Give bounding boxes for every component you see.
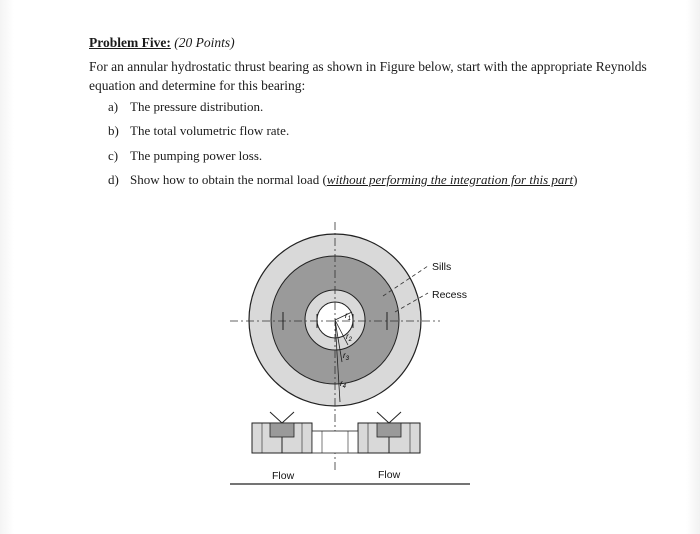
list-item-text: The pressure distribution.: [130, 99, 264, 114]
label-r1: $r_1$: [345, 311, 352, 322]
label-flow-left: Flow: [272, 470, 295, 482]
list-item-label: d): [108, 172, 119, 187]
label-flow-right: Flow: [378, 469, 401, 481]
section-right: [358, 412, 420, 453]
list-item-note: without performing the integration for this part: [326, 172, 574, 187]
label-r3: $r_3$: [343, 351, 350, 362]
list-item-text: The pumping power loss.: [130, 148, 263, 163]
list-item-label: a): [108, 99, 119, 114]
list-item-text: Show how to obtain the normal load (: [130, 172, 327, 187]
list-item-close: ): [573, 172, 578, 187]
problem-title: Problem Five:: [89, 35, 171, 50]
section-center: [312, 431, 358, 453]
label-r2: $r_2$: [346, 332, 353, 343]
list-item-text: The total volumetric flow rate.: [130, 123, 290, 138]
list-item-label: b): [108, 123, 119, 138]
problem-statement: For an annular hydrostatic thrust bearing as shown in Figure below, start with the appropriate Reynolds equation and determine for this bearing:: [89, 59, 647, 93]
label-r4: $r_4$: [340, 379, 347, 390]
list-item-label: c): [108, 148, 119, 163]
problem-points: (20 Points): [174, 35, 235, 50]
section-left: [252, 412, 312, 453]
label-recess: Recess: [432, 289, 468, 301]
label-sills: Sills: [432, 261, 452, 273]
